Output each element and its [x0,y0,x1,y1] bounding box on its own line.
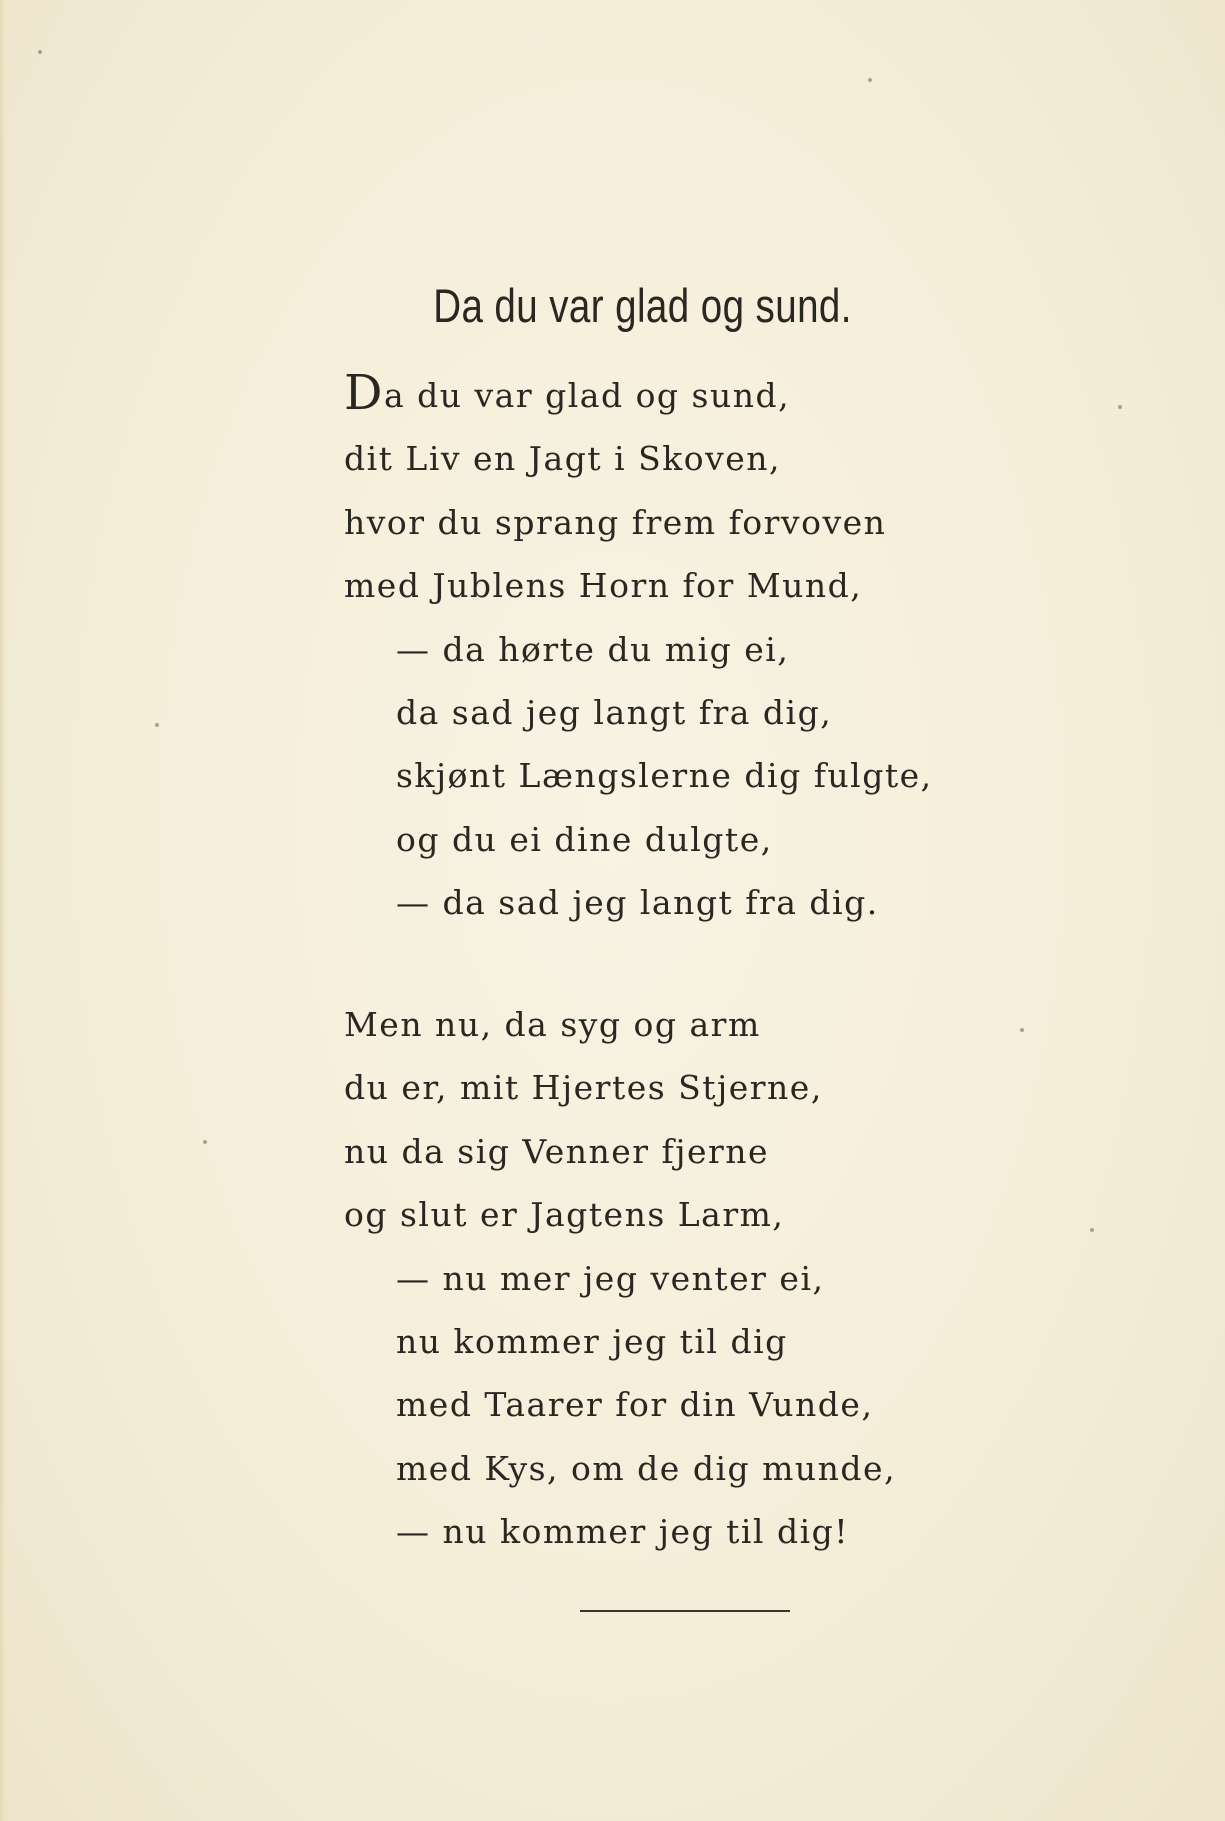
poem-line: nu da sig Venner fjerne [344,1131,770,1171]
paper-speck [1090,1228,1094,1232]
poem-line: hvor du sprang frem forvoven [344,502,887,542]
section-divider [580,1610,790,1612]
poem-line: med Jublens Horn for Mund, [344,566,863,606]
paper-speck [155,723,159,727]
poem-line: Men nu, da syg og arm [344,1005,761,1044]
poem-line: med Taarer for din Vunde, [396,1385,874,1425]
paper-speck [203,1140,207,1144]
paper-speck [868,78,872,82]
paper-speck [1118,405,1122,409]
poem-title: Da du var glad og sund. [433,279,852,332]
page-edge-shadow [0,0,6,1821]
poem-line: — da hørte du mig ei, [396,629,790,669]
poem-line: dit Liv en Jagt i Skoven, [344,439,782,479]
poem-line: — nu kommer jeg til dig! [396,1512,850,1552]
paper-speck [38,50,42,54]
stanza-1 [344,364,933,935]
poem-line: skjønt Længslerne dig fulgte, [396,756,933,796]
poem-line: — nu mer jeg venter ei, [396,1258,825,1298]
poem-line: med Kys, om de dig munde, [396,1448,897,1488]
poem-line: nu kommer jeg til dig [396,1321,788,1361]
drop-cap: D [344,365,384,421]
poem-line: og du ei dine dulgte, [396,819,773,859]
poem-line: Da du var glad og sund, [344,365,791,421]
poem-line: — da sad jeg langt fra dig. [396,883,879,923]
paper-speck [1020,1028,1024,1032]
stanza-2 [344,993,896,1564]
poem-line: og slut er Jagtens Larm, [344,1195,785,1235]
poem-line: du er, mit Hjertes Stjerne, [344,1068,823,1108]
poem-line: da sad jeg langt fra dig, [396,692,833,732]
